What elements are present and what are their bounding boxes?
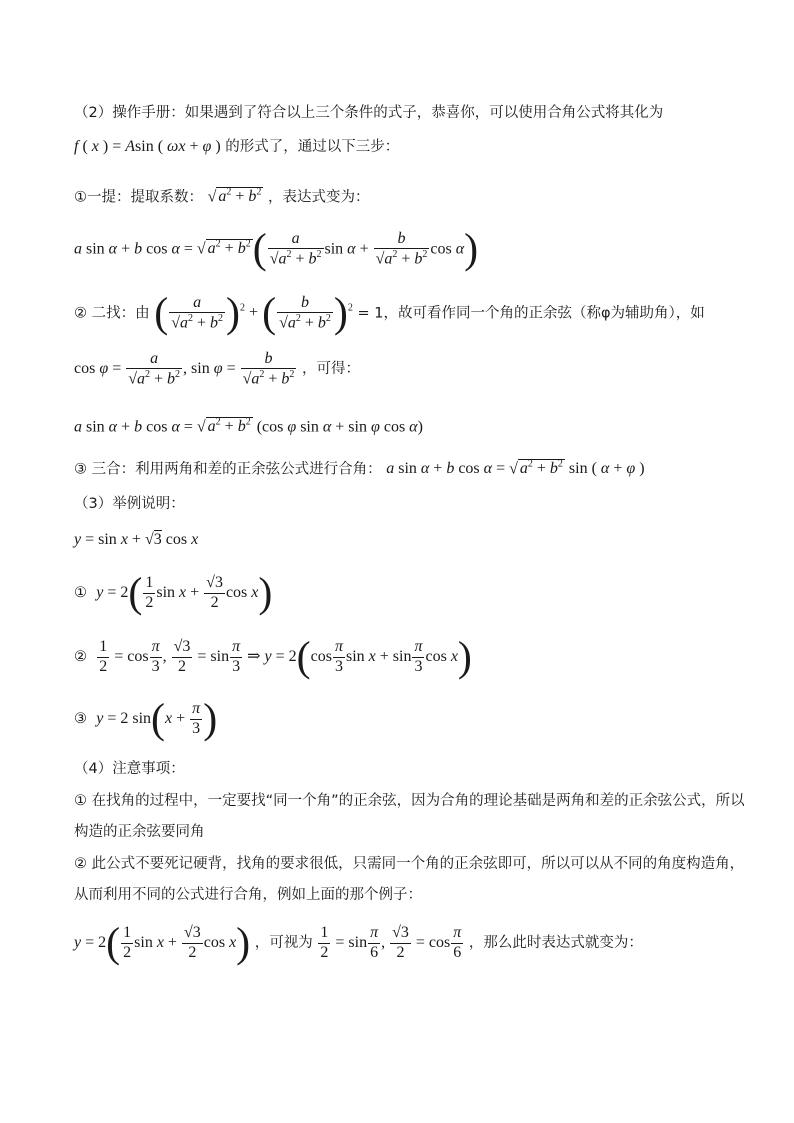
note-1-line-2: 构造的正余弦要同角 <box>74 824 205 840</box>
section-3-heading: （3）举例说明： <box>74 496 185 512</box>
example-formula: y = sin x + √3 cos x <box>74 531 199 548</box>
section-4-heading: （4）注意事项： <box>74 761 185 777</box>
note-2-line-2: 从而利用不同的公式进行合角，例如上面的那个例子： <box>74 887 422 903</box>
formula-line-target-form: f ( x ) = Asin ( ωx + φ ) 的形式了，通过以下三步： <box>74 138 400 155</box>
step-1-extract: ①一提：提取系数： √ $a^2 + b^2$ ，表达式变为： <box>74 187 370 206</box>
step-3-combine: ③ 三合：利用两角和差的正余弦公式进行合角： a sin α + b cos α = √ $a^2 + b^2$ sin ( α + φ ) <box>74 459 645 478</box>
example-step-2: ② $\frac{1}{2}$ = cos $\frac{\pi}{3}$ , $\frac{√3}{2}$ = sin $\frac{\pi}{3}$ ⇒ y = 2(cos $\frac{\pi}{3}$ sin x + sin $\frac{\pi}{3}$ cos x) <box>74 634 472 681</box>
example-step-1: ① y = 2( $\frac{1}{2}$ sin x + $\frac{√3}{2}$ cos x) <box>74 570 273 617</box>
formula-result-expanded: a sin α + b cos α = √ $a^2 + b^2$ (cos φ sin α + sin φ cos α) <box>74 417 423 436</box>
step-2-find: ② 二找：由 ( $\frac{a}{√a^2 + b^2}$ )$^2$ + ( $\frac{b}{√a^2 + b^2}$ )$^2$ = 1，故可看作同一个角的正余弦（称φ为辅助角），如 <box>74 290 705 337</box>
note-1-line-1: ① 在找角的过程中，一定要找“同一个角”的正余弦，因为合角的理论基础是两角和差的正余弦公式，所以 <box>74 793 745 809</box>
formula-expanded: a sin α + b cos α = √ $a^2 + b^2$( $\frac{a}{√a^2 + b^2}$ sin α + $\frac{b}{√a^2 + b^2}$ cos α) <box>74 226 479 273</box>
section-2-heading: （2）操作手册：如果遇到了符合以上三个条件的式子，恭喜你，可以使用合角公式将其化为 <box>74 105 664 121</box>
example-alternate: y = 2( $\frac{1}{2}$ sin x + $\frac{√3}{2}$ cos x) ，可视为 $\frac{1}{2}$ = sin $\frac{\pi}{6}$ , $\frac{√3}{2}$ = cos $\frac{\pi}{6}$ ，那么此时表达式就变为： <box>74 920 643 967</box>
example-step-3: ③ y = 2 sin(x + $\frac{\pi}{3}$ ) <box>74 696 218 743</box>
note-2-line-1: ② 此公式不要死记硬背，找角的要求很低，只需同一个角的正余弦即可，所以可以从不同的角度构造角， <box>74 856 745 872</box>
formula-cos-sin-phi: cos φ = $\frac{a}{√a^2 + b^2}$ , sin φ = $\frac{b}{√a^2 + b^2}$ ，可得： <box>74 349 361 388</box>
